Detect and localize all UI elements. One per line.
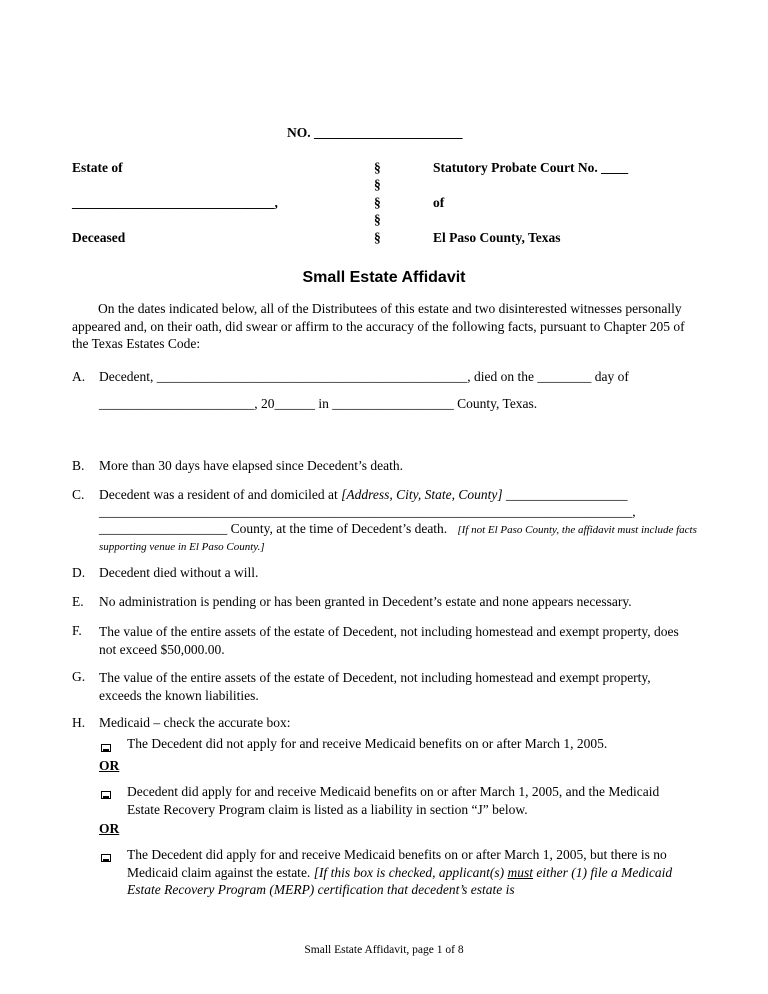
- option-no-medicaid-claim: [127, 846, 692, 899]
- or-separator: OR: [99, 821, 120, 836]
- item-e-text: No administration is pending or has been granted in Decedent’s estate and none appears necessary.: [99, 594, 632, 609]
- page-footer: Small Estate Affidavit, page 1 of 8: [304, 944, 464, 956]
- item-letter: B.: [72, 458, 85, 473]
- address-blank: __________________: [502, 487, 628, 502]
- item-h-text: Medicaid – check the accurate box:: [99, 715, 291, 730]
- checkbox-icon: [101, 791, 111, 799]
- item-letter: G.: [72, 669, 86, 684]
- item-g-text: The value of the entire assets of the estate of Decedent, not including homestead and exempt property, exceeds the known liabilities.: [99, 670, 651, 703]
- county-label: El Paso County, Texas: [433, 230, 561, 245]
- estate-of-label: Estate of: [72, 160, 123, 175]
- item-letter: C.: [72, 487, 85, 502]
- item-letter: E.: [72, 594, 84, 609]
- county-blank: ___________________ County, at the time of Decedent’s death.: [99, 521, 448, 536]
- instruction-pre: [If this box is checked, applicant(s): [313, 864, 508, 880]
- or-separator: OR: [99, 758, 120, 773]
- checkbox-medicaid-claim[interactable]: [101, 787, 111, 803]
- item-letter: F.: [72, 623, 82, 638]
- decedent-name-blank: ______________________________,: [72, 195, 278, 210]
- option-text: The Decedent did apply for and receive Medicaid benefits on or after March 1, 2005, but there is no Medicaid claim against the estate.: [127, 847, 667, 880]
- section-mark: §: [374, 160, 381, 175]
- checkbox-no-medicaid[interactable]: [101, 740, 111, 756]
- checkbox-icon: [101, 744, 111, 752]
- item-c-text: Decedent was a resident of and domiciled at: [99, 487, 342, 502]
- section-mark: §: [374, 177, 381, 192]
- intro-paragraph: On the dates indicated below, all of the Distributees of this estate and two disinterested witnesses personally appeared and, on their oath, did swear or affirm to the accuracy of the following facts, pursuant to Chapter 205 of the Texas Estates Code:: [72, 301, 685, 351]
- item-b-text: More than 30 days have elapsed since Decedent’s death.: [99, 458, 404, 473]
- item-letter: H.: [72, 715, 86, 730]
- case-number: NO. ______________________: [287, 125, 463, 140]
- item-c-line1: [99, 487, 628, 503]
- deceased-label: Deceased: [72, 230, 126, 245]
- item-c-line3: [99, 521, 699, 555]
- item-letter: D.: [72, 565, 86, 580]
- item-c-line2: _______________________________________________________________________________,: [99, 504, 636, 519]
- instruction-must: must: [507, 864, 534, 880]
- option-medicaid-claim: Decedent did apply for and receive Medicaid benefits on or after March 1, 2005, and the Medicaid Estate Recovery Program claim is listed as a liability in section “J” below.: [127, 784, 660, 817]
- item-a-line1: Decedent, ______________________________________________, died on the ________ day of: [99, 369, 629, 384]
- checkbox-icon: [101, 854, 111, 862]
- item-d-text: Decedent died without a will.: [99, 565, 259, 580]
- of-label: of: [433, 195, 445, 210]
- option-no-medicaid: The Decedent did not apply for and receive Medicaid benefits on or after March 1, 2005.: [127, 736, 608, 751]
- court-label: Statutory Probate Court No. ____: [433, 160, 629, 175]
- item-f-text: The value of the entire assets of the estate of Decedent, not including homestead and exempt property, does not exceed $50,000.00.: [99, 624, 679, 657]
- address-placeholder: [Address, City, State, County]: [341, 487, 503, 502]
- section-mark: §: [374, 212, 381, 227]
- section-mark: §: [374, 195, 381, 210]
- venue-note: [If not El Paso County, the affidavit must include facts supporting venue in El Paso County.]: [99, 524, 697, 553]
- instruction-post: either (1) file a Medicaid Estate Recovery Program (MERP) certification that decedent’s estate is: [127, 864, 673, 897]
- item-a-line2: _______________________, 20______ in __________________ County, Texas.: [99, 396, 538, 411]
- document-title: Small Estate Affidavit: [302, 269, 466, 286]
- checkbox-no-medicaid-claim[interactable]: [101, 850, 111, 866]
- item-letter: A.: [72, 369, 86, 384]
- section-mark: §: [374, 230, 381, 245]
